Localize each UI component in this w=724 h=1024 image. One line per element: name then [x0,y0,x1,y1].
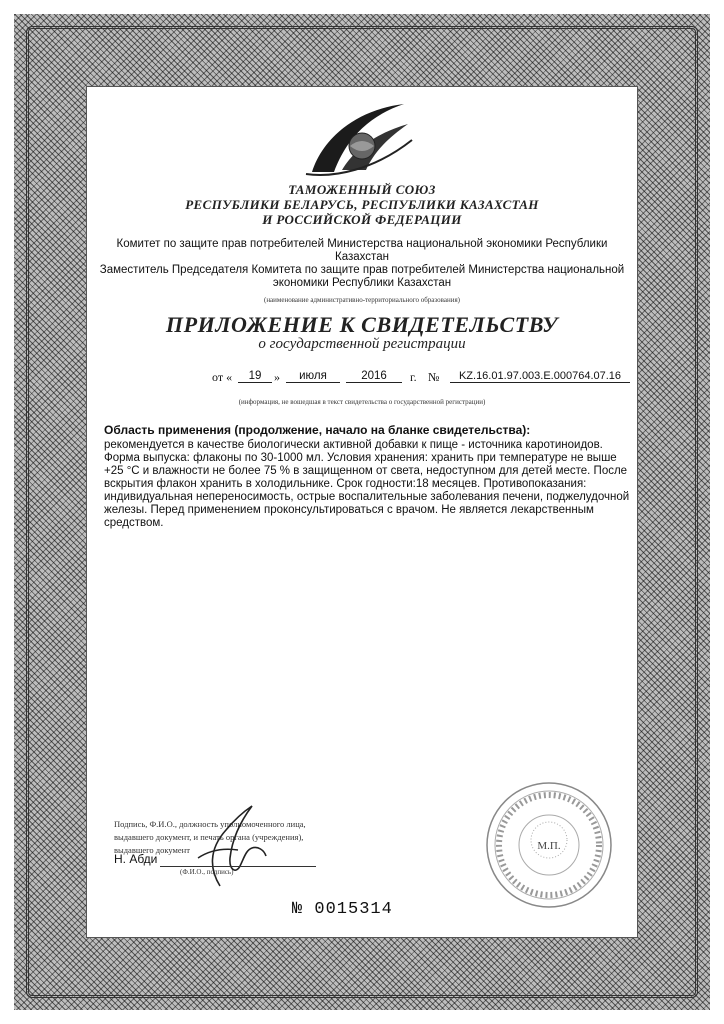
customs-union-line-2: РЕСПУБЛИКИ БЕЛАРУСЬ, РЕСПУБЛИКИ КАЗАХСТАН [185,197,539,212]
signature-note-line-2: выдавшего документ, и печать органа (учреждения), [114,832,304,842]
body-line-3: +25 °С и влажности не более 75 % в защищенном от света, недоступном для детей месте. После [104,465,628,477]
committee-line-3: Заместитель Председателя Комитета по защите прав потребителей Министерства национальной [99,264,625,276]
date-year-suffix: г. [410,370,417,384]
signature-note-line-1: Подпись, Ф.И.О., должность уполномоченного лица, [114,819,306,829]
date-from-label: от « [212,370,233,384]
fio-note: (Ф.И.О., подпись) [180,868,234,876]
number-sign: № [428,370,440,384]
seal-label: М.П. [537,840,561,852]
committee-line-2: Казахстан [335,251,389,263]
customs-union-logo [304,100,414,178]
date-year: 2016 [346,370,402,383]
info-note: (информация, не вошедшая в текст свидетельства о государственной регистрации) [238,398,486,406]
customs-union-line-1: ТАМОЖЕННЫЙ СОЮЗ [288,182,436,197]
committee-line-4: экономики Республики Казахстан [272,277,452,289]
date-number-row [212,370,642,388]
committee-line-1: Комитет по защите прав потребителей Министерства национальной экономики Республики [116,238,608,250]
customs-union-line-3: И РОССИЙСКОЙ ФЕДЕРАЦИИ [262,212,462,227]
body-line-5: индивидуальная непереносимость, острые воспалительные заболевания печени, поджелудочной [104,491,630,503]
document-subtitle: о государственной регистрации [258,336,466,352]
blank-number: № 0015314 [292,900,393,919]
date-close-quote: » [274,370,280,384]
registration-number: KZ.16.01.97.003.Е.000764.07.16 [450,370,630,383]
body-line-7: средством. [104,517,164,529]
territory-note: (наименование административно-территориального образования) [263,296,460,304]
body-line-6: железы. Перед применением проконсультироваться с врачом. Не является лекарственным [104,504,594,516]
date-day: 19 [238,370,272,383]
body-line-4: вскрытия флакон хранить в холодильнике. Срок годности:18 месяцев. Противопоказания: [104,478,587,490]
signer-name: Н. Абди [114,852,158,866]
signature-note-line-3: выдавшего документ [114,845,190,855]
signature-line [160,866,316,867]
body-line-1: рекомендуется в качестве биологически активной добавки к пище - источника каротиноидов. [104,439,603,451]
application-area-text [104,424,638,530]
date-month: июля [286,370,340,383]
body-line-2: Форма выпуска: флаконы по 30-1000 мл. Условия хранения: хранить при температуре не выше [104,452,617,464]
handwritten-signature [180,800,270,890]
document-title: ПРИЛОЖЕНИЕ К СВИДЕТЕЛЬСТВУ [165,312,559,337]
application-area-heading: Область применения (продолжение, начало на бланке свидетельства): [104,423,531,437]
